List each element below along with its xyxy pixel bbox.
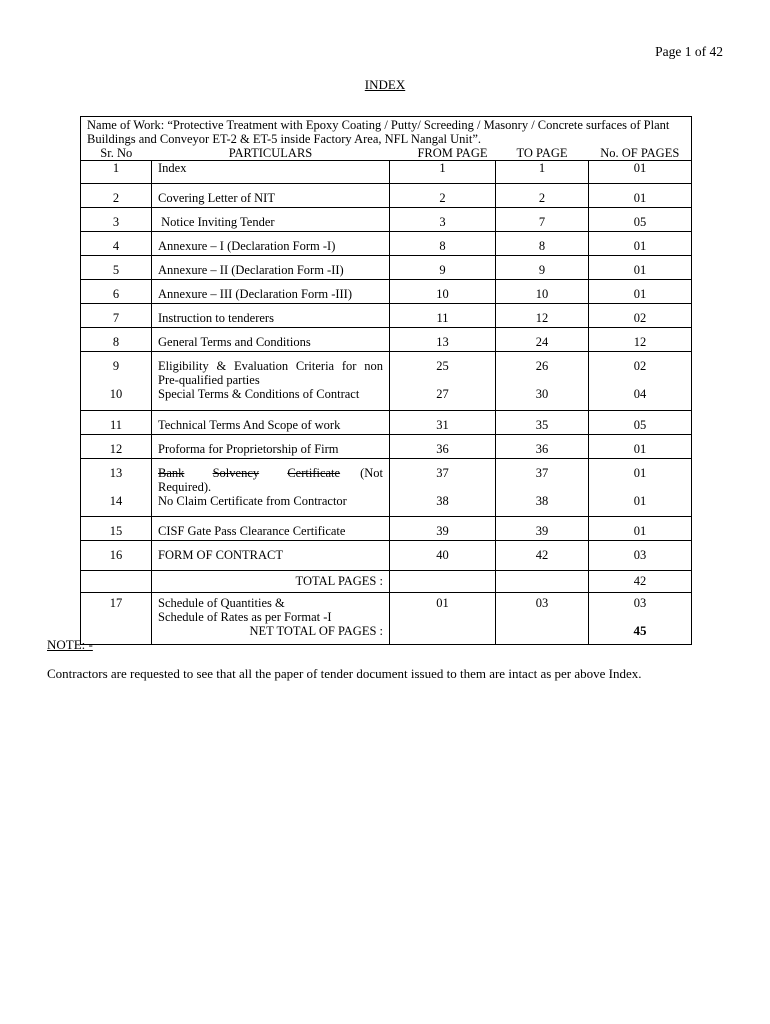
to-cell: 26 [496, 352, 589, 388]
table-row [81, 256, 692, 280]
particulars-cell: Index [152, 161, 390, 184]
sr-cell: 11 [81, 410, 152, 434]
struck-word: Bank [158, 465, 185, 480]
pages-cell: 01 [589, 458, 692, 494]
to-cell: 39 [496, 517, 589, 541]
particulars-cell: Notice Inviting Tender [152, 208, 390, 232]
particulars-cell: No Claim Certificate from Contractor [152, 494, 390, 517]
pages-cell: 01 [589, 280, 692, 304]
to-cell: 24 [496, 328, 589, 352]
sr-cell: 3 [81, 208, 152, 232]
particulars-cell: General Terms and Conditions [152, 328, 390, 352]
to-cell: 38 [496, 494, 589, 517]
name-of-work-row [81, 117, 692, 147]
header-row [81, 146, 692, 161]
to-cell: 7 [496, 208, 589, 232]
table-row [81, 184, 692, 208]
sr-cell: 16 [81, 541, 152, 571]
table-row [81, 232, 692, 256]
table-row [81, 387, 692, 410]
from-cell: 36 [390, 434, 496, 458]
pages-cell: 12 [589, 328, 692, 352]
table-row [81, 434, 692, 458]
pages-cell: 05 [589, 410, 692, 434]
from-cell: 27 [390, 387, 496, 410]
from-cell: 37 [390, 458, 496, 494]
total-pages-row [81, 571, 692, 593]
pages-cell: 03 [589, 593, 692, 625]
from-cell: 25 [390, 352, 496, 388]
to-cell: 2 [496, 184, 589, 208]
particulars-line1: Schedule of Quantities & [158, 596, 285, 610]
pages-cell: 03 [589, 541, 692, 571]
net-total-value: 45 [589, 624, 692, 644]
particulars-cell: Annexure – III (Declaration Form -III) [152, 280, 390, 304]
sr-cell: 12 [81, 434, 152, 458]
particulars-line2: Required). [158, 479, 212, 494]
to-cell: 1 [496, 161, 589, 184]
particulars-tail: (Not [360, 465, 383, 480]
sr-cell: 14 [81, 494, 152, 517]
net-total-row [81, 624, 692, 644]
net-total-label: NET TOTAL OF PAGES : [152, 624, 390, 644]
particulars-cell: Annexure – I (Declaration Form -I) [152, 232, 390, 256]
page-number: Page 1 of 42 [655, 44, 723, 59]
empty-cell [390, 624, 496, 644]
particulars-cell: Covering Letter of NIT [152, 184, 390, 208]
particulars-cell: FORM OF CONTRACT [152, 541, 390, 571]
sr-cell: 15 [81, 517, 152, 541]
to-cell: 10 [496, 280, 589, 304]
sr-cell: 17 [81, 593, 152, 625]
sr-cell: 9 [81, 352, 152, 388]
pages-cell: 01 [589, 494, 692, 517]
note-text: Contractors are requested to see that all the paper of tender document issued to them are intact as per above Index. [47, 666, 642, 681]
sr-cell: 8 [81, 328, 152, 352]
particulars-cell: Instruction to tenderers [152, 304, 390, 328]
index-title: INDEX [364, 77, 406, 92]
sr-cell: 6 [81, 280, 152, 304]
particulars-cell [152, 593, 390, 625]
from-cell: 3 [390, 208, 496, 232]
empty-cell [81, 571, 152, 593]
particulars-cell: Technical Terms And Scope of work [152, 410, 390, 434]
table-row [81, 458, 692, 494]
table-row [81, 541, 692, 571]
from-cell: 10 [390, 280, 496, 304]
empty-cell [390, 571, 496, 593]
from-cell: 9 [390, 256, 496, 280]
from-cell: 1 [390, 161, 496, 184]
from-cell: 8 [390, 232, 496, 256]
note-label: NOTE: - [47, 637, 93, 652]
to-cell: 37 [496, 458, 589, 494]
table-row [81, 410, 692, 434]
table-row [81, 593, 692, 625]
to-cell: 36 [496, 434, 589, 458]
sr-cell: 1 [81, 161, 152, 184]
particulars-cell: Annexure – II (Declaration Form -II) [152, 256, 390, 280]
to-cell: 8 [496, 232, 589, 256]
from-cell: 38 [390, 494, 496, 517]
to-cell: 12 [496, 304, 589, 328]
sr-cell: 7 [81, 304, 152, 328]
from-cell: 2 [390, 184, 496, 208]
to-cell: 42 [496, 541, 589, 571]
total-pages-label: TOTAL PAGES : [152, 571, 390, 593]
table-row [81, 352, 692, 388]
particulars-cell: Proforma for Proprietorship of Firm [152, 434, 390, 458]
table-row [81, 208, 692, 232]
header-particulars: PARTICULARS [152, 146, 390, 161]
to-cell: 9 [496, 256, 589, 280]
sr-cell: 13 [81, 458, 152, 494]
sr-cell: 10 [81, 387, 152, 410]
to-cell: 35 [496, 410, 589, 434]
from-cell: 11 [390, 304, 496, 328]
sr-cell: 2 [81, 184, 152, 208]
from-cell: 01 [390, 593, 496, 625]
header-num-pages: No. OF PAGES [589, 146, 692, 161]
particulars-cell [152, 458, 390, 494]
pages-cell: 01 [589, 517, 692, 541]
table-row [81, 494, 692, 517]
from-cell: 39 [390, 517, 496, 541]
header-to-page: TO PAGE [496, 146, 589, 161]
pages-cell: 01 [589, 184, 692, 208]
total-pages-value: 42 [589, 571, 692, 593]
table-row [81, 161, 692, 184]
table-row [81, 280, 692, 304]
to-cell: 30 [496, 387, 589, 410]
pages-cell: 05 [589, 208, 692, 232]
pages-cell: 04 [589, 387, 692, 410]
particulars-cell: Special Terms & Conditions of Contract [152, 387, 390, 410]
pages-cell: 01 [589, 434, 692, 458]
table-row [81, 517, 692, 541]
particulars-line [158, 466, 383, 480]
index-table [80, 116, 692, 645]
header-sr-no: Sr. No [81, 146, 152, 161]
header-from-page: FROM PAGE [390, 146, 496, 161]
from-cell: 13 [390, 328, 496, 352]
sr-cell: 5 [81, 256, 152, 280]
pages-cell: 01 [589, 161, 692, 184]
particulars-cell: Eligibility & Evaluation Criteria for non Pre-qualified parties [152, 352, 390, 388]
pages-cell: 01 [589, 232, 692, 256]
pages-cell: 02 [589, 352, 692, 388]
from-cell: 31 [390, 410, 496, 434]
table-row [81, 304, 692, 328]
struck-word: Certificate [287, 465, 341, 480]
pages-cell: 01 [589, 256, 692, 280]
particulars-line2: Schedule of Rates as per Format -I [158, 610, 332, 624]
struck-particulars [158, 466, 340, 480]
struck-word: Solvency [212, 465, 260, 480]
from-cell: 40 [390, 541, 496, 571]
name-of-work: Name of Work: “Protective Treatment with Epoxy Coating / Putty/ Screeding / Masonry / Concrete surfaces of Plant Buildings and Conveyor ET-2 & ET-5 inside Factory Area, NFL Nangal Unit”. [81, 117, 692, 147]
to-cell: 03 [496, 593, 589, 625]
pages-cell: 02 [589, 304, 692, 328]
table-row [81, 328, 692, 352]
empty-cell [496, 571, 589, 593]
sr-cell: 4 [81, 232, 152, 256]
particulars-cell: CISF Gate Pass Clearance Certificate [152, 517, 390, 541]
empty-cell [496, 624, 589, 644]
